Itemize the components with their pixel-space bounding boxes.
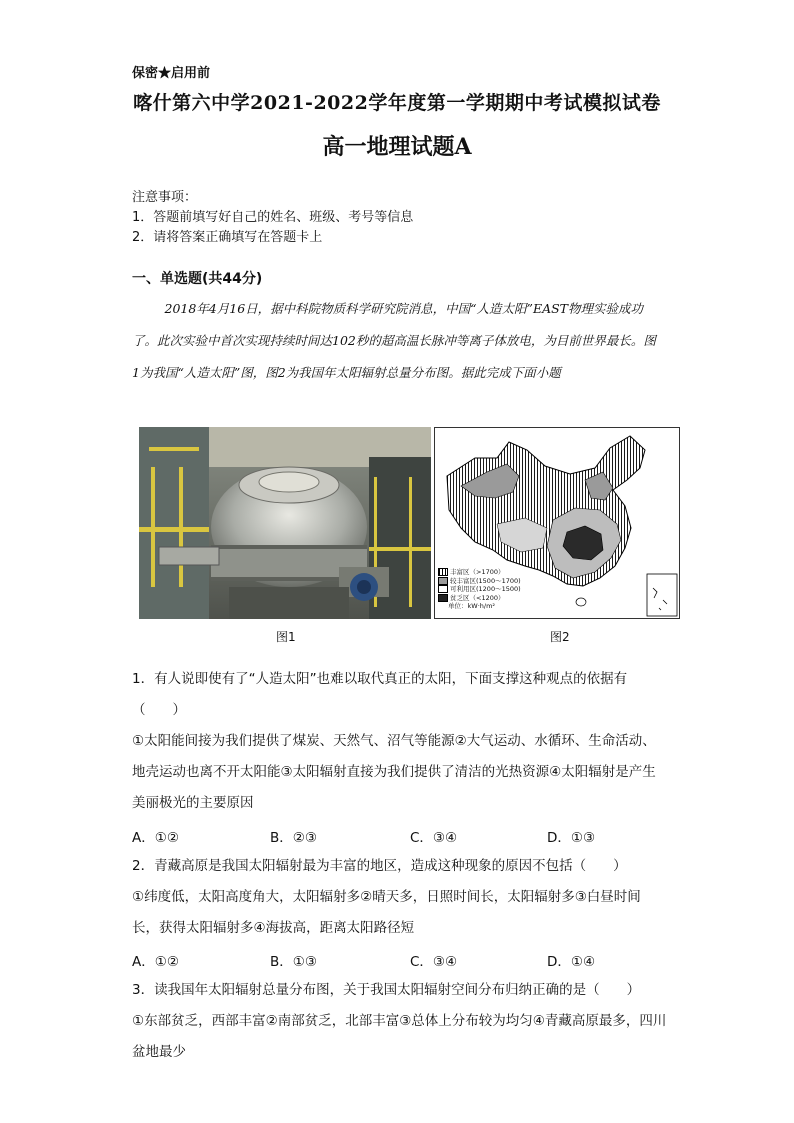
legend-swatch-striped xyxy=(438,568,448,576)
legend-item-poor: 贫乏区（<1200） xyxy=(438,594,521,603)
map-legend xyxy=(438,568,521,611)
option-d[interactable]: D．①④ xyxy=(547,954,596,970)
question-3-stem: 3．读我国年太阳辐射总量分布图，关于我国太阳辐射空间分布归纳正确的是（ ） xyxy=(132,982,641,998)
intro-paragraph: 2018年4月16日，据中科院物质科学研究院消息，中国“人造太阳”EAST物理实验成功了。此次实验中首次实现持续时间达102秒的超高温长脉冲等离子体放电，为目前世界最长。图1为我国“人造太阳”图，图2为我国年太阳辐射总量分布图。据此完成下面小题 xyxy=(132,301,656,380)
fig2-caption: 图2 xyxy=(550,630,570,644)
notice-item: 1．答题前填写好自己的姓名、班级、考号等信息 xyxy=(132,210,414,225)
legend-swatch-gray xyxy=(438,577,448,585)
fig1-tokamak-photo xyxy=(139,427,431,619)
notice-heading: 注意事项： xyxy=(132,190,198,205)
option-b[interactable]: B．①③ xyxy=(270,954,317,970)
question-2-stem: 2．青藏高原是我国太阳辐射最为丰富的地区，造成这种现象的原因不包括（ ） xyxy=(132,858,627,874)
secret-label: 保密★启用前 xyxy=(132,66,211,81)
legend-unit: 单位：kW·h/m² xyxy=(448,602,496,610)
section-title: 一、单选题(共44分) xyxy=(132,271,263,287)
option-b[interactable]: B．②③ xyxy=(270,830,317,846)
fig1-caption: 图1 xyxy=(276,630,296,644)
exam-title: 喀什第六中学2021-2022学年度第一学期期中考试模拟试卷 xyxy=(133,92,661,114)
question-3-body: ①东部贫乏，西部丰富②南部贫乏，北部丰富③总体上分布较为均匀④青藏高原最多，四川盆地最少 xyxy=(132,1013,667,1060)
legend-item-rich: 丰富区（>1700） xyxy=(438,568,521,577)
legend-item-fairly-rich: 较丰富区(1500～1700) xyxy=(438,577,521,586)
legend-swatch-white xyxy=(438,585,448,593)
question-1-stem: 1．有人说即使有了“人造太阳”也难以取代真正的太阳，下面支撑这种观点的依据有（ ） xyxy=(132,671,628,718)
option-a[interactable]: A．①② xyxy=(132,954,179,970)
option-c[interactable]: C．③④ xyxy=(410,830,458,846)
notice-block xyxy=(132,188,413,248)
subject-title: 高一地理试题A xyxy=(322,134,472,160)
option-c[interactable]: C．③④ xyxy=(410,954,458,970)
legend-swatch-black xyxy=(438,594,448,602)
question-2-body: ①纬度低，太阳高度角大，太阳辐射多②晴天多，日照时间长，太阳辐射多③白昼时间长，获得太阳辐射多④海拔高，距离太阳路径短 xyxy=(132,889,641,936)
option-a[interactable]: A．①② xyxy=(132,830,179,846)
notice-item: 2．请将答案正确填写在答题卡上 xyxy=(132,230,323,245)
legend-item-usable: 可利用区(1200～1500) xyxy=(438,585,521,594)
option-d[interactable]: D．①③ xyxy=(547,830,596,846)
question-1-body: ①太阳能间接为我们提供了煤炭、天然气、沼气等能源②大气运动、水循环、生命活动、地壳运动也离不开太阳能③太阳辐射直接为我们提供了清洁的光热资源④太阳辐射是产生美丽极光的主要原因 xyxy=(132,733,656,811)
